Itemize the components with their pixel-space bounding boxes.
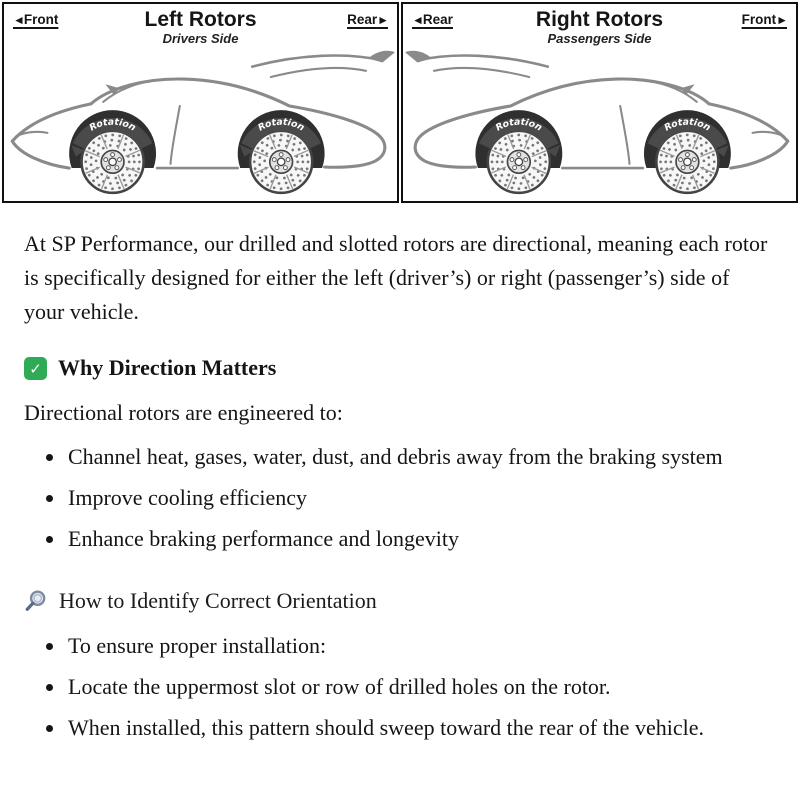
rear-direction-label (412, 12, 536, 27)
panel-title: Right Rotors (535, 8, 664, 31)
list-item: • Locate the uppermost slot or row of drilled holes on the rotor. (66, 670, 746, 704)
mirrored-car (405, 51, 788, 193)
list-item: • To ensure proper installation: (66, 629, 746, 663)
list-item: • Improve cooling efficiency (66, 481, 746, 515)
side-label-text: Front (741, 12, 777, 27)
right-panel-header (403, 4, 796, 46)
benefits-list (24, 440, 774, 556)
front-direction-label (13, 12, 145, 27)
left-rotors-panel (2, 2, 399, 203)
arrow-right-icon: ► (776, 13, 787, 27)
rotation-label: Rotation (493, 116, 544, 134)
rear-direction-label (347, 12, 388, 27)
list-item: • Enhance braking performance and longevity (66, 522, 746, 556)
engineered-lead-text: Directional rotors are engineered to: (24, 399, 343, 425)
list-item: • When installed, this pattern should sweep toward the rear of the vehicle. (66, 711, 746, 745)
heading-text: Why Direction Matters (58, 355, 277, 381)
panel-subtitle: Passengers Side (547, 31, 652, 47)
why-direction-matters-heading (24, 355, 774, 381)
rotation-label: Rotation (256, 116, 307, 134)
front-direction-label (742, 12, 787, 27)
rotation-label: Rotation (87, 116, 138, 134)
rotor-direction-diagram (2, 2, 798, 203)
side-label-text: Rear (347, 12, 378, 27)
panel-title: Left Rotors (144, 8, 257, 31)
list-item: • Channel heat, gases, water, dust, and debris away from the braking system (66, 440, 746, 474)
arrow-left-icon: ◄ (13, 13, 24, 27)
heading-text: How to Identify Correct Orientation (59, 588, 377, 614)
right-rotors-panel (401, 2, 798, 203)
left-car-illustration (4, 46, 397, 201)
left-panel-header (4, 4, 397, 46)
intro-paragraph: At SP Performance, our drilled and slotted rotors are directional, meaning each rotor is specifically designed for either the left (driver’s) or right (passenger’s) side of your vehicle. (24, 231, 768, 325)
arrow-left-icon: ◄ (412, 13, 423, 27)
side-label-text: Rear (422, 12, 453, 27)
magnifying-glass-icon (24, 589, 48, 613)
rotation-label: Rotation (662, 116, 713, 134)
orientation-list (24, 629, 774, 745)
panel-title-block (536, 9, 663, 46)
description-content (0, 205, 800, 782)
identify-orientation-heading (24, 588, 774, 614)
arrow-right-icon: ► (377, 13, 388, 27)
rotor-orientation-page (0, 2, 800, 782)
panel-subtitle: Drivers Side (162, 31, 239, 47)
side-label-text: Front (23, 12, 59, 27)
check-mark-icon: ✓ (24, 357, 47, 380)
panel-title-block (145, 9, 257, 46)
right-car-illustration (403, 46, 796, 201)
